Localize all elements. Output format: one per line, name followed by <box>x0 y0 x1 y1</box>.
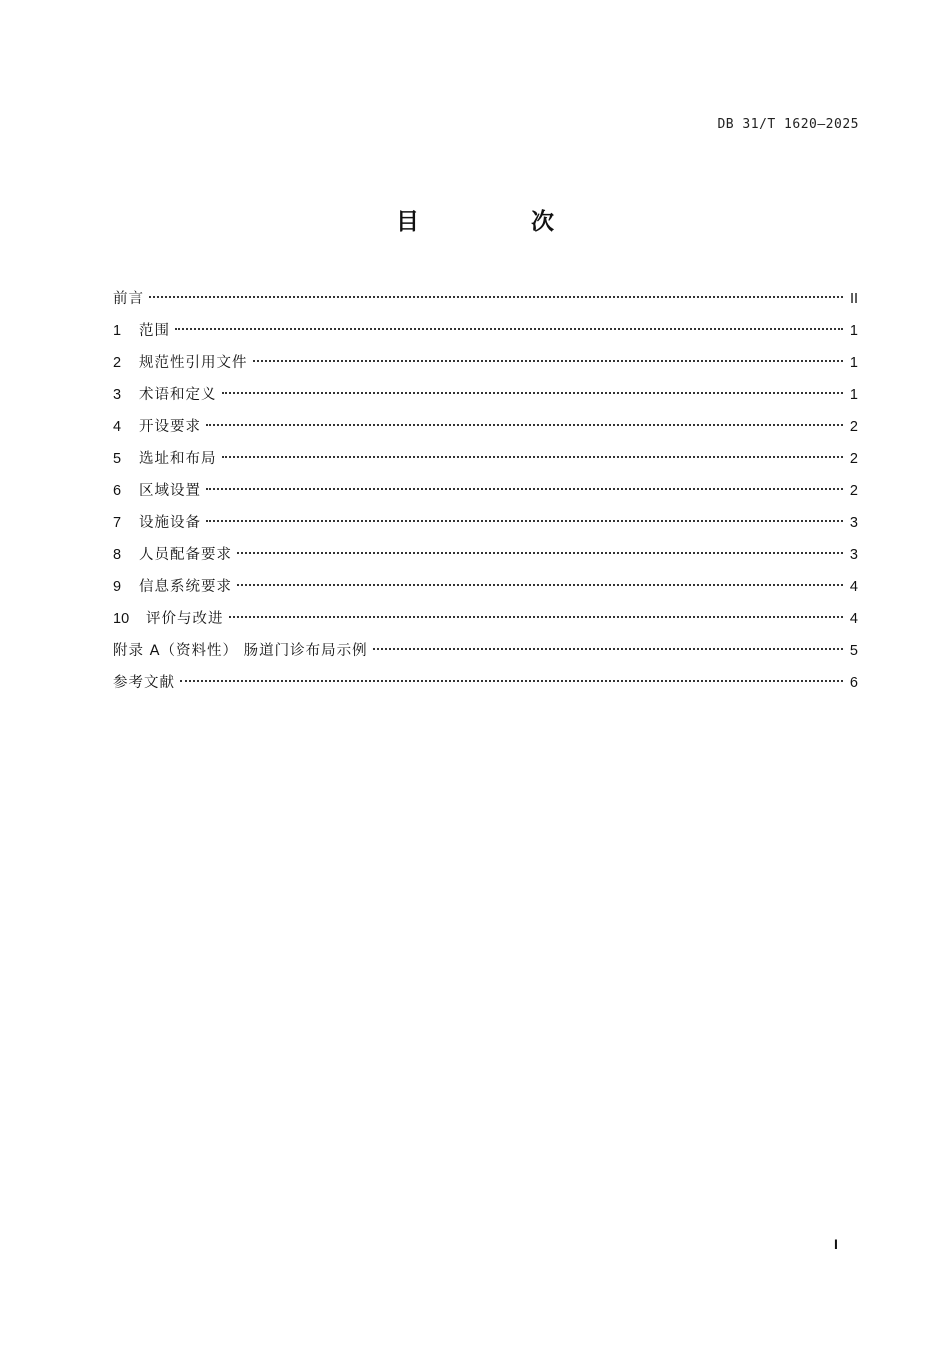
toc-leader-dots <box>180 680 843 682</box>
toc-leader-dots <box>206 520 843 522</box>
toc-entry-site-layout[interactable] <box>113 446 858 478</box>
toc-entry-label: 开设要求 <box>139 419 201 435</box>
standard-code: DB 31/T 1620—2025 <box>717 117 859 132</box>
toc-entry-scope[interactable] <box>113 318 858 350</box>
toc-entry-page: 2 <box>849 483 858 499</box>
toc-entry-setup-requirements[interactable] <box>113 414 858 446</box>
toc-entry-label: 设施设备 <box>139 515 201 531</box>
toc-entry-foreword[interactable] <box>113 286 858 318</box>
toc-entry-page: 2 <box>849 451 858 467</box>
toc-entry-information-system[interactable] <box>113 574 858 606</box>
toc-entry-label: 前言 <box>113 291 144 307</box>
page-title: 目 次 <box>395 209 606 235</box>
toc-entry-page: 3 <box>849 547 858 563</box>
toc-entry-appendix-a[interactable] <box>113 638 858 670</box>
toc-entry-page: 4 <box>849 579 858 595</box>
toc-entry-bibliography[interactable] <box>113 670 858 702</box>
toc-leader-dots <box>229 616 844 618</box>
toc-entry-page: II <box>849 291 858 307</box>
toc-entry-number: 2 <box>113 355 122 371</box>
toc-entry-number: 8 <box>113 547 122 563</box>
toc-entry-number: 5 <box>113 451 122 467</box>
toc-entry-number: 1 <box>113 323 122 339</box>
toc-leader-dots <box>206 424 843 426</box>
toc-entry-page: 1 <box>849 355 858 371</box>
toc-leader-dots <box>175 328 843 330</box>
toc-entry-label: 术语和定义 <box>139 387 217 403</box>
toc-entry-staffing[interactable] <box>113 542 858 574</box>
toc-entry-label: 信息系统要求 <box>139 579 232 595</box>
toc-entry-number: 6 <box>113 483 122 499</box>
toc-entry-page: 6 <box>849 675 858 691</box>
toc-leader-dots <box>237 552 843 554</box>
toc-entry-normative-references[interactable] <box>113 350 858 382</box>
toc-entry-label: 区域设置 <box>139 483 201 499</box>
toc-entry-number: 10 <box>113 611 130 627</box>
toc-entry-label: 范围 <box>139 323 170 339</box>
toc-entry-label: 规范性引用文件 <box>139 355 248 371</box>
toc-entry-number: 7 <box>113 515 122 531</box>
toc-entry-label: 附录 A（资料性） 肠道门诊布局示例 <box>113 643 368 659</box>
toc-entry-terms-definitions[interactable] <box>113 382 858 414</box>
toc-entry-number: 3 <box>113 387 122 403</box>
toc-entry-number: 9 <box>113 579 122 595</box>
toc-entry-number: 4 <box>113 419 122 435</box>
toc-leader-dots <box>253 360 844 362</box>
toc-entry-page: 5 <box>849 643 858 659</box>
toc-leader-dots <box>206 488 843 490</box>
toc-entry-area-settings[interactable] <box>113 478 858 510</box>
toc-leader-dots <box>149 296 843 298</box>
toc-entry-label: 参考文献 <box>113 675 175 691</box>
toc-entry-page: 1 <box>849 387 858 403</box>
toc-leader-dots <box>237 584 843 586</box>
toc-entry-label: 选址和布局 <box>139 451 217 467</box>
toc-leader-dots <box>222 392 844 394</box>
toc-entry-page: 3 <box>849 515 858 531</box>
toc-entry-page: 4 <box>849 611 858 627</box>
toc-entry-label: 评价与改进 <box>146 611 224 627</box>
page-number: I <box>834 1236 838 1252</box>
toc-entry-label: 人员配备要求 <box>139 547 232 563</box>
toc-entry-page: 2 <box>849 419 858 435</box>
toc-entry-page: 1 <box>849 323 858 339</box>
toc-leader-dots <box>373 648 843 650</box>
toc-entry-facilities-equipment[interactable] <box>113 510 858 542</box>
table-of-contents <box>113 286 858 702</box>
toc-entry-evaluation[interactable] <box>113 606 858 638</box>
toc-leader-dots <box>222 456 844 458</box>
